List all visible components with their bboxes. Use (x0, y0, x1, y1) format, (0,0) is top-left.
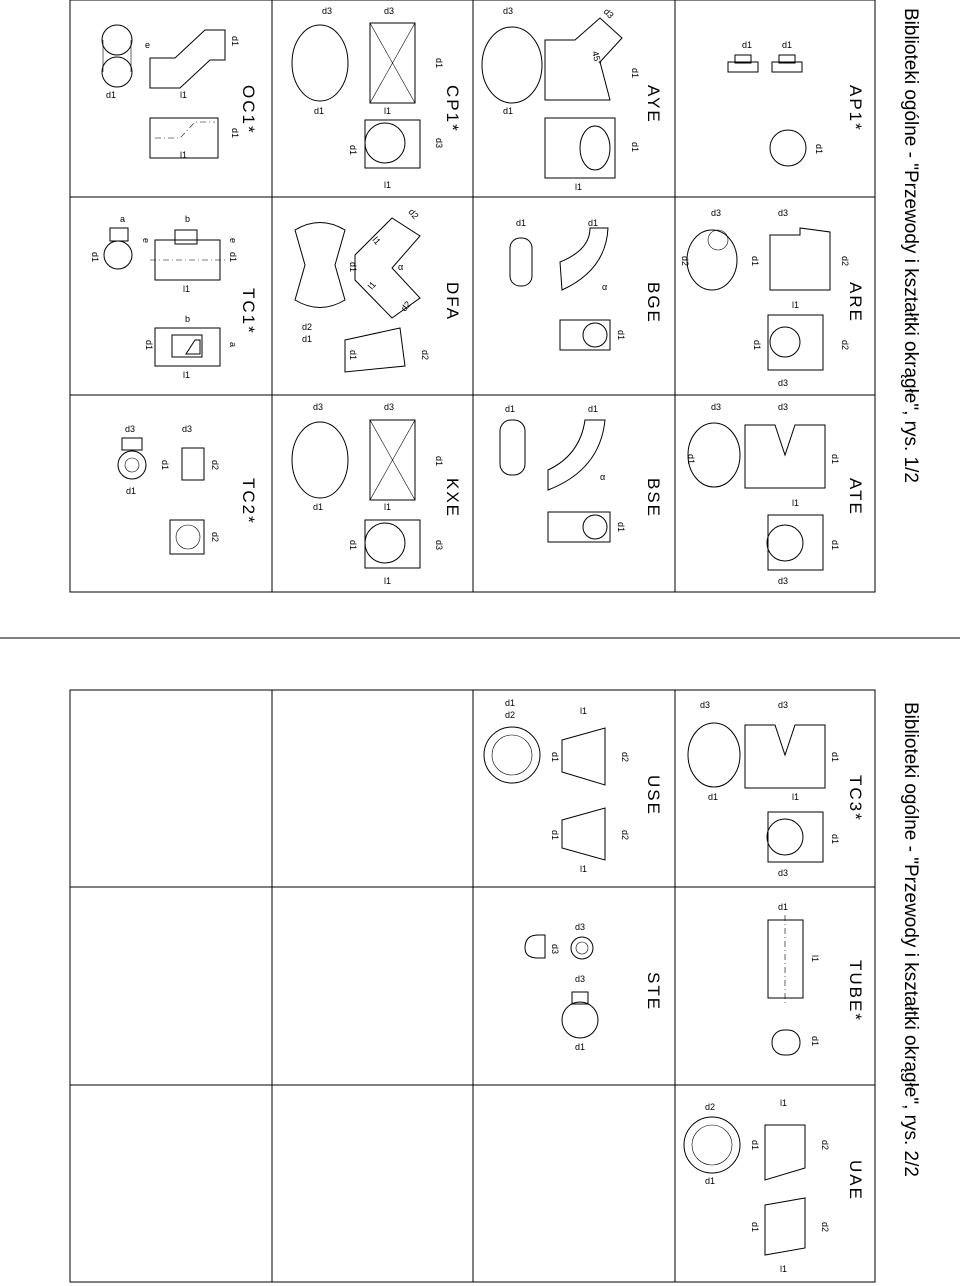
code-tc2: TC2* (239, 478, 258, 525)
part-tc1 (90, 214, 238, 380)
dim-label: d1 (830, 834, 840, 845)
dim-label: l1 (370, 234, 383, 247)
dim-label: d1 (160, 460, 170, 471)
dim-label: 45° (590, 49, 604, 66)
dim-label: d2 (302, 322, 313, 332)
dim-label: d1 (314, 106, 325, 116)
code-are: ARE (846, 282, 865, 323)
dim-label: a (120, 214, 126, 224)
dim-label: e (145, 40, 151, 50)
dim-label: α (600, 472, 606, 482)
dim-label: b (185, 214, 191, 224)
part-ate (686, 402, 840, 586)
dim-label: l1 (780, 1264, 788, 1274)
dim-label: d3 (384, 6, 395, 16)
code-dfa: DFA (443, 282, 462, 322)
dim-label: d1 (630, 142, 640, 153)
dim-label: d1 (686, 454, 696, 465)
dim-label: d1 (516, 218, 527, 228)
dim-label: α (602, 282, 608, 292)
dim-label: a (228, 342, 238, 348)
code-ap1: AP1* (846, 85, 865, 132)
dim-label: d1 (750, 1222, 760, 1233)
dim-label: d2 (620, 752, 630, 763)
dim-label: d1 (830, 454, 840, 465)
dim-label: d3 (125, 424, 136, 434)
code-cp1: CP1* (443, 85, 462, 133)
dim-label: d2 (840, 340, 850, 351)
dim-label: d2 (210, 460, 220, 471)
part-bse (500, 404, 626, 542)
dim-label: d3 (711, 402, 722, 412)
sheet2-title: Biblioteki ogólne - "Przewody i kształtki okrągłe", rys. 2/2 (900, 702, 921, 1177)
dim-label: d3 (313, 402, 324, 412)
part-tc3 (688, 700, 840, 878)
dim-label: d1 (810, 1036, 820, 1047)
dim-label: l1 (384, 576, 392, 586)
sheet1-title: Biblioteki ogólne - "Przewody i kształtki okrągłe", rys. 1/2 (900, 8, 921, 483)
dim-label: d1 (616, 522, 626, 533)
dim-label: l1 (780, 1098, 788, 1108)
part-are (680, 208, 850, 388)
part-tube (768, 902, 820, 1055)
dim-label: e (228, 238, 238, 244)
dim-label: d3 (778, 208, 789, 218)
dim-label: d3 (778, 576, 789, 586)
part-bge (510, 218, 626, 350)
dim-label: d2 (505, 710, 516, 720)
part-ste (525, 922, 598, 1052)
dim-label: d2 (840, 256, 850, 267)
dim-label: d1 (588, 404, 599, 414)
dim-label: d2 (820, 1222, 830, 1233)
code-bge: BGE (644, 282, 663, 324)
part-use (484, 698, 630, 874)
dim-label: e (141, 238, 151, 244)
dim-label: b (185, 314, 191, 324)
dim-label: l1 (384, 180, 392, 190)
dim-label: d1 (830, 752, 840, 763)
dim-label: l1 (180, 150, 188, 160)
dim-label: l1 (792, 498, 800, 508)
dim-label: d1 (814, 144, 824, 155)
dim-label: l1 (792, 792, 800, 802)
code-bse: BSE (644, 478, 663, 519)
dim-label: d3 (778, 378, 789, 388)
dim-label: l1 (384, 106, 392, 116)
dim-label: d1 (750, 256, 760, 267)
dim-label: d3 (575, 922, 586, 932)
dim-label: l1 (792, 300, 800, 310)
dim-label: d1 (434, 456, 444, 467)
dim-label: d1 (778, 902, 789, 912)
code-tc3: TC3* (846, 775, 865, 822)
dim-label: d1 (588, 218, 599, 228)
dim-label: d1 (505, 698, 516, 708)
code-use: USE (644, 775, 663, 816)
dim-label: l1 (365, 279, 379, 292)
dim-label: d1 (782, 40, 793, 50)
dim-label: d1 (503, 106, 514, 116)
dim-label: l1 (180, 90, 188, 100)
dim-label: d2 (398, 299, 413, 314)
dim-label: l1 (183, 370, 191, 380)
dim-label: d1 (90, 252, 100, 263)
code-ate: ATE (846, 478, 865, 516)
dim-label: d1 (228, 252, 238, 263)
dim-label: l1 (810, 955, 820, 963)
dim-label: d2 (210, 532, 220, 543)
dim-label: l1 (580, 864, 588, 874)
dim-label: d1 (830, 540, 840, 551)
dim-label: d3 (711, 208, 722, 218)
dim-label: d1 (505, 404, 516, 414)
dim-label: d1 (230, 128, 240, 139)
dim-label: d1 (742, 40, 753, 50)
part-uae (684, 1098, 830, 1274)
dim-label: d1 (348, 145, 358, 156)
dim-label: d3 (182, 424, 193, 434)
dim-label: d1 (434, 58, 444, 69)
dim-label: d3 (434, 138, 444, 149)
dim-label: d1 (705, 1176, 716, 1186)
dim-label: d1 (230, 36, 240, 47)
dim-label: d2 (705, 1102, 716, 1112)
dim-label: d3 (778, 700, 789, 710)
dim-label: d1 (630, 68, 640, 79)
code-oc1: OC1* (239, 85, 258, 135)
dim-label: d1 (348, 350, 358, 361)
dim-label: d1 (550, 830, 560, 841)
dim-label: d3 (778, 402, 789, 412)
dim-label: d3 (322, 6, 333, 16)
dim-label: d3 (778, 868, 789, 878)
dim-label: l1 (575, 182, 583, 192)
dim-label: d3 (575, 974, 586, 984)
dim-label: d3 (434, 540, 444, 551)
dim-label: d2 (820, 1140, 830, 1151)
code-tube: TUBE* (846, 960, 865, 1022)
dim-label: d1 (106, 90, 117, 100)
dim-label: d1 (752, 340, 762, 351)
code-uae: UAE (846, 1160, 865, 1201)
sheet-2 (70, 690, 921, 1282)
part-tc2 (118, 424, 220, 554)
dim-label: l1 (580, 706, 588, 716)
dim-label: d3 (384, 402, 395, 412)
dim-label: d2 (406, 206, 421, 221)
part-oc1 (102, 25, 240, 160)
part-ap1 (728, 40, 824, 166)
part-aye (482, 6, 640, 192)
dim-label: d1 (144, 340, 154, 351)
dim-label: d1 (348, 262, 358, 273)
dim-label: d1 (616, 330, 626, 341)
dim-label: d1 (708, 792, 719, 802)
dim-label: d1 (550, 752, 560, 763)
dim-label: d2 (680, 256, 690, 267)
dim-label: l1 (384, 502, 392, 512)
dim-label: d2 (420, 350, 430, 361)
part-kxe (292, 402, 444, 586)
code-ste: STE (644, 972, 663, 1012)
dim-label: d1 (126, 486, 137, 496)
code-tc1: TC1* (239, 288, 258, 335)
dim-label: d3 (503, 6, 514, 16)
dim-label: d3 (601, 6, 616, 21)
dim-label: d2 (620, 830, 630, 841)
dim-label: α (398, 262, 404, 272)
part-dfa (295, 207, 430, 372)
code-kxe: KXE (443, 478, 462, 519)
dim-label: d1 (313, 502, 324, 512)
dim-label: d3 (700, 700, 711, 710)
dim-label: d1 (575, 1042, 586, 1052)
dim-label: d1 (348, 540, 358, 551)
part-cp1 (292, 6, 444, 190)
sheet-1 (70, 0, 921, 592)
dim-label: d1 (302, 334, 313, 344)
dim-label: d3 (550, 944, 560, 955)
code-aye: AYE (644, 85, 663, 124)
dim-label: d1 (750, 1140, 760, 1151)
dim-label: l1 (183, 284, 191, 294)
